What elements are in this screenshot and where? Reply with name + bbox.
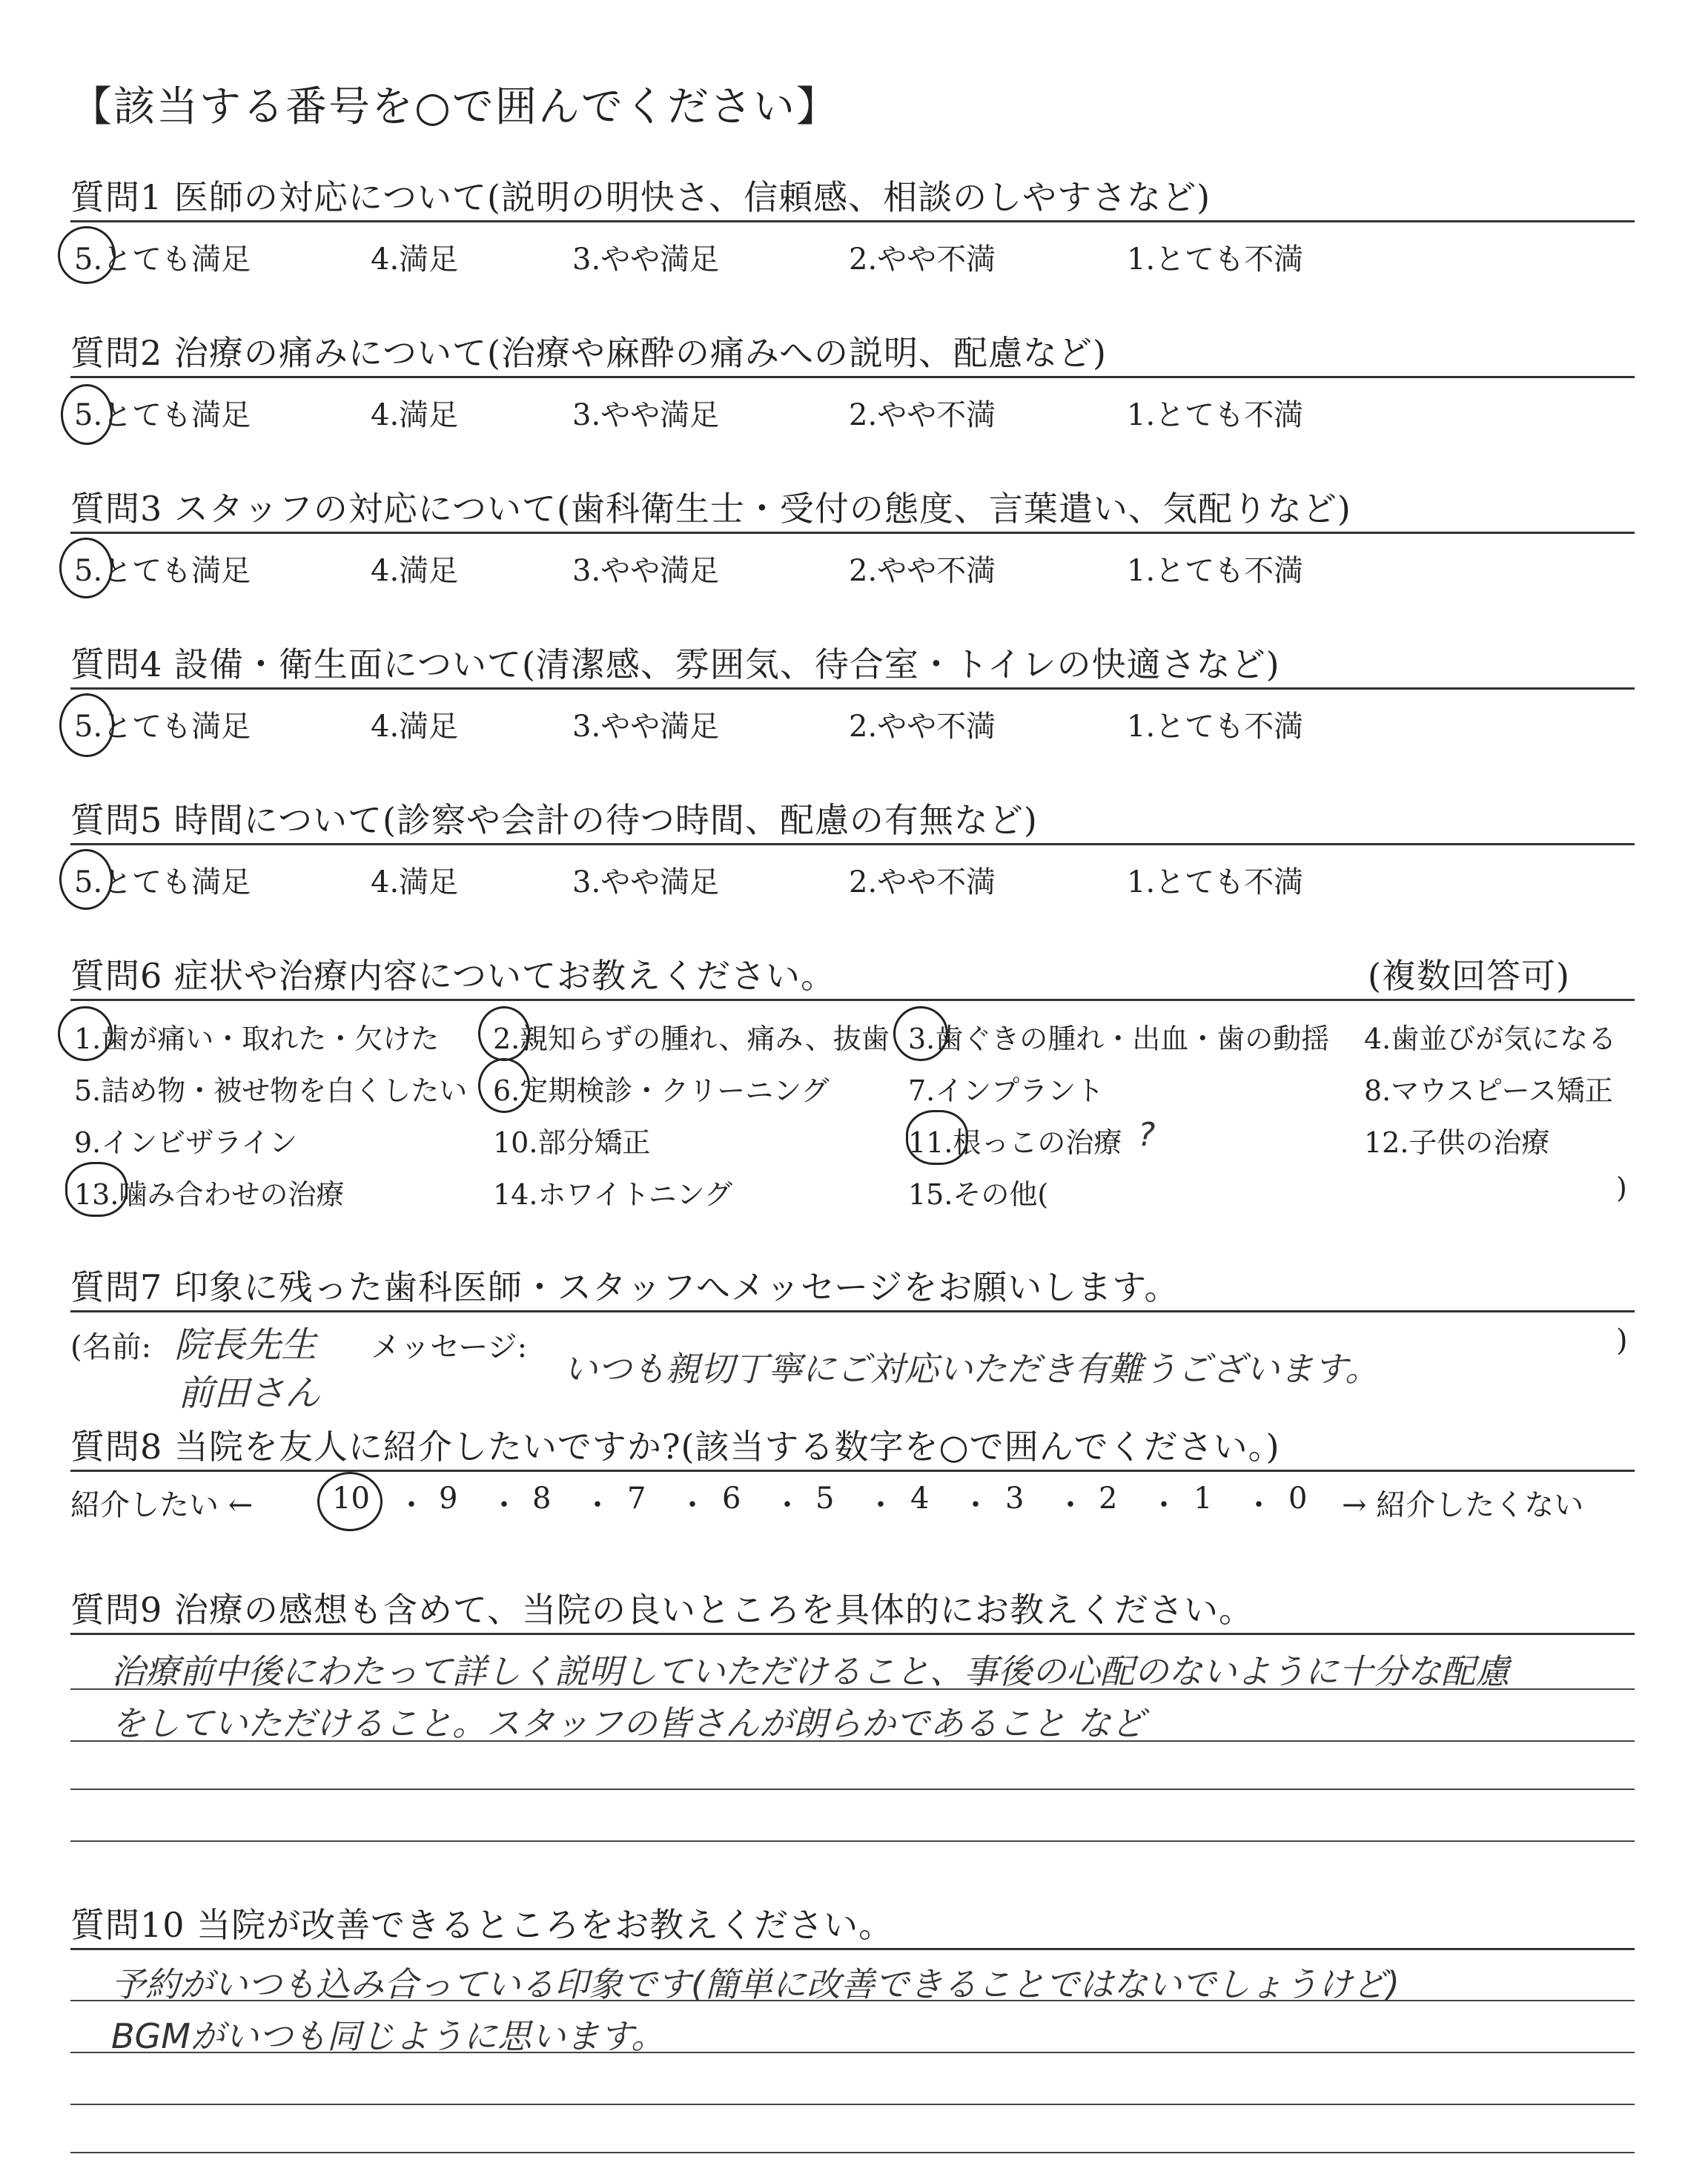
question-title: 質問7 印象に残った歯科医師・スタッフへメッセージをお願いします。 — [70, 1267, 1179, 1307]
question-title: 質問2 治療の痛みについて(治療や麻酔の痛みへの説明、配慮など) — [70, 333, 1107, 373]
divider — [70, 999, 1635, 1001]
answer-line — [70, 2152, 1635, 2153]
selection-circle — [317, 1472, 383, 1531]
selection-circle — [59, 849, 113, 910]
option-2[interactable]: 2.やや不満 — [849, 554, 996, 588]
option-3[interactable]: 3.やや満足 — [572, 398, 720, 432]
answer-text-line-1[interactable]: 治療前中後にわたって詳しく説明していただけること、事後の心配のないように十分な配慮 — [111, 1651, 1509, 1691]
option-1[interactable]: 1.とても不満 — [1127, 710, 1304, 744]
selection-circle — [58, 1006, 113, 1061]
scale-10[interactable]: 10 — [332, 1482, 370, 1516]
treatment-option-15[interactable]: 15.その他( — [908, 1178, 1049, 1211]
treatment-option-5[interactable]: 5.詰め物・被せ物を白くしたい — [74, 1074, 468, 1107]
divider — [70, 1948, 1635, 1950]
treatment-option-3[interactable]: 3.歯ぐきの腫れ・出血・歯の動揺 — [908, 1023, 1330, 1055]
divider — [70, 1633, 1635, 1635]
option-2[interactable]: 2.やや不満 — [849, 865, 996, 899]
scale-separator: ・ — [583, 1488, 612, 1522]
answer-line — [70, 1789, 1635, 1790]
answer-text-line-1[interactable]: 予約がいつも込み合っている印象です(簡単に改善できることではないでしょうけど) — [111, 1964, 1400, 2004]
option-5[interactable]: 5.とても満足 — [74, 865, 251, 899]
answer-text-line-2[interactable]: BGMがいつも同じように思います。 — [111, 2016, 666, 2056]
treatment-option-1[interactable]: 1.歯が痛い・取れた・欠けた — [74, 1023, 440, 1055]
option-3[interactable]: 3.やや満足 — [572, 554, 720, 588]
option-2[interactable]: 2.やや不満 — [849, 710, 996, 744]
divider — [70, 220, 1635, 222]
question-title: 質問6 症状や治療内容についてお教えください。 — [70, 956, 835, 996]
recommend-right-label: → 紹介したくない — [1342, 1488, 1584, 1522]
option-2[interactable]: 2.やや不満 — [849, 242, 996, 277]
answer-text-line-2[interactable]: をしていただけること。スタッフの皆さんが朗らかであること など — [111, 1703, 1145, 1743]
question-title: 質問3 スタッフの対応について(歯科衛生士・受付の態度、言葉遣い、気配りなど) — [70, 489, 1351, 529]
selection-circle — [478, 1006, 530, 1061]
name-value-2[interactable]: 前田さん — [178, 1373, 321, 1414]
other-close-paren: ) — [1616, 1172, 1627, 1204]
divider — [70, 687, 1635, 690]
selection-circle — [65, 1162, 128, 1217]
selection-circle — [906, 1110, 968, 1165]
option-1[interactable]: 1.とても不満 — [1127, 554, 1304, 588]
answer-line — [70, 1840, 1635, 1842]
scale-separator: ・ — [678, 1488, 707, 1522]
treatment-option-10[interactable]: 10.部分矯正 — [493, 1126, 651, 1159]
scale-6[interactable]: 6 — [722, 1482, 741, 1516]
treatment-option-11[interactable]: 11.根っこの治療 — [908, 1126, 1122, 1159]
treatment-option-13[interactable]: 13.噛み合わせの治療 — [74, 1178, 345, 1211]
scale-8[interactable]: 8 — [532, 1482, 552, 1516]
scale-separator: ・ — [866, 1488, 896, 1522]
option-1[interactable]: 1.とても不満 — [1127, 242, 1304, 277]
message-value[interactable]: いつも親切丁寧にご対応いただき有難うございます。 — [563, 1349, 1380, 1389]
divider — [70, 376, 1635, 378]
scale-2[interactable]: 2 — [1099, 1482, 1118, 1516]
divider — [70, 1470, 1635, 1472]
scale-separator: ・ — [1244, 1488, 1274, 1522]
selection-circle — [478, 1058, 530, 1113]
question-mark-annotation: ? — [1138, 1116, 1156, 1154]
scale-0[interactable]: 0 — [1288, 1482, 1308, 1516]
scale-separator: ・ — [1149, 1488, 1179, 1522]
option-1[interactable]: 1.とても不満 — [1127, 398, 1304, 432]
option-4[interactable]: 4.満足 — [371, 398, 459, 432]
scale-separator: ・ — [772, 1488, 802, 1522]
option-5[interactable]: 5.とても満足 — [74, 710, 251, 744]
scale-4[interactable]: 4 — [910, 1482, 930, 1516]
selection-circle — [58, 226, 116, 284]
treatment-option-2[interactable]: 2.親知らずの腫れ、痛み、抜歯 — [493, 1023, 890, 1055]
treatment-option-6[interactable]: 6.定期検診・クリーニング — [493, 1074, 830, 1107]
scale-5[interactable]: 5 — [815, 1482, 835, 1516]
selection-circle — [59, 538, 113, 598]
recommend-left-label: 紹介したい ← — [70, 1488, 254, 1522]
name-label: (名前: — [70, 1330, 152, 1364]
scale-separator: ・ — [1056, 1488, 1085, 1522]
selection-circle — [61, 384, 113, 445]
option-4[interactable]: 4.満足 — [371, 710, 459, 744]
answer-line — [70, 2104, 1635, 2105]
option-3[interactable]: 3.やや満足 — [572, 242, 720, 277]
option-2[interactable]: 2.やや不満 — [849, 398, 996, 432]
question-title: 質問1 医師の対応について(説明の明快さ、信頼感、相談のしやすさなど) — [70, 177, 1211, 217]
option-4[interactable]: 4.満足 — [371, 242, 459, 277]
question-title: 質問8 当院を友人に紹介したいですか?(該当する数字を○で囲んでください。) — [70, 1427, 1280, 1467]
treatment-option-7[interactable]: 7.インプラント — [908, 1074, 1105, 1107]
scale-9[interactable]: 9 — [439, 1482, 458, 1516]
option-1[interactable]: 1.とても不満 — [1127, 865, 1304, 899]
question-title: 質問5 時間について(診察や会計の待つ時間、配慮の有無など) — [70, 800, 1038, 840]
divider — [70, 532, 1635, 534]
treatment-option-12[interactable]: 12.子供の治療 — [1364, 1126, 1550, 1159]
option-3[interactable]: 3.やや満足 — [572, 710, 720, 744]
scale-separator: ・ — [961, 1488, 990, 1522]
page-heading: 【該当する番号を○で囲んでください】 — [70, 83, 839, 131]
treatment-option-9[interactable]: 9.インビザライン — [74, 1126, 298, 1159]
close-paren: ) — [1616, 1324, 1628, 1358]
treatment-option-8[interactable]: 8.マウスピース矯正 — [1364, 1074, 1613, 1107]
option-5[interactable]: 5.とても満足 — [74, 554, 251, 588]
treatment-option-14[interactable]: 14.ホワイトニング — [493, 1178, 733, 1211]
option-4[interactable]: 4.満足 — [371, 554, 459, 588]
option-4[interactable]: 4.満足 — [371, 865, 459, 899]
divider — [70, 1310, 1635, 1312]
scale-separator: ・ — [489, 1488, 519, 1522]
question-title: 質問4 設備・衛生面について(清潔感、雰囲気、待合室・トイレの快適さなど) — [70, 644, 1280, 684]
divider — [70, 843, 1635, 845]
scale-separator: ・ — [397, 1488, 426, 1522]
option-5[interactable]: 5.とても満足 — [74, 398, 251, 432]
question-title: 質問10 当院が改善できるところをお教えください。 — [70, 1905, 894, 1945]
option-3[interactable]: 3.やや満足 — [572, 865, 720, 899]
message-label: メッセージ: — [371, 1330, 528, 1364]
question-title: 質問9 治療の感想も含めて、当院の良いところを具体的にお教えください。 — [70, 1590, 1254, 1630]
option-5[interactable]: 5.とても満足 — [74, 242, 251, 277]
scale-7[interactable]: 7 — [627, 1482, 646, 1516]
scale-3[interactable]: 3 — [1005, 1482, 1025, 1516]
scale-1[interactable]: 1 — [1194, 1482, 1213, 1516]
selection-circle — [59, 693, 114, 757]
multi-answer-note: (複数回答可) — [1368, 956, 1570, 996]
treatment-option-4[interactable]: 4.歯並びが気になる — [1364, 1023, 1617, 1055]
name-value-1[interactable]: 院長先生 — [174, 1324, 317, 1366]
selection-circle — [893, 1006, 948, 1061]
